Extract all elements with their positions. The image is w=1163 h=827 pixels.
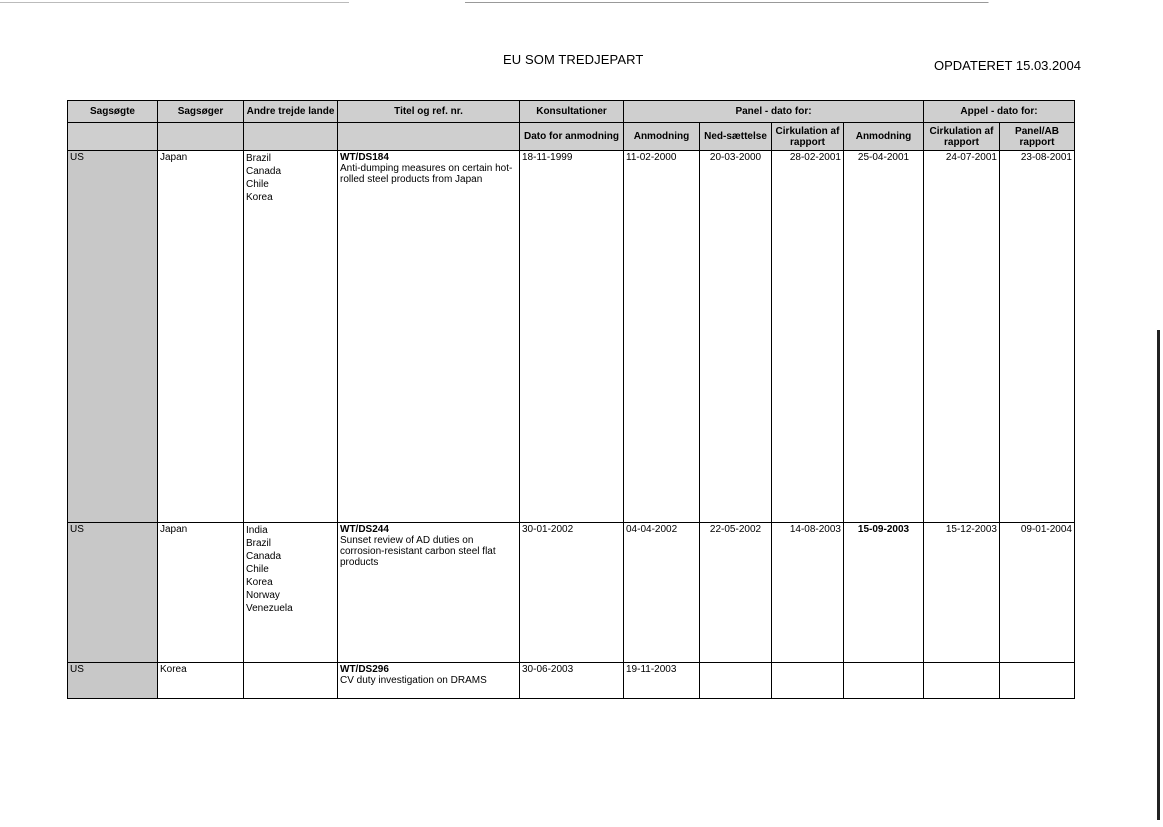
cell-appel-anmodning — [844, 663, 924, 699]
header-appel-anmodning: Anmodning — [844, 123, 924, 151]
cell-sagsogte: US — [68, 663, 158, 699]
cell-appel-cirkulation: 24-07-2001 — [924, 151, 1000, 523]
header-panel-anmodning: Anmodning — [624, 123, 700, 151]
country: Chile — [246, 564, 269, 575]
header-blank-4 — [338, 123, 520, 151]
country: Canada — [246, 551, 282, 562]
cell-panel-cirkulation — [772, 663, 844, 699]
country: Korea — [246, 577, 273, 588]
cell-andre — [244, 523, 338, 663]
case-code: WT/DS244 — [340, 524, 389, 535]
cell-panel-cirkulation: 28-02-2001 — [772, 151, 844, 523]
cell-konsultation: 30-01-2002 — [520, 523, 624, 663]
table-row — [68, 523, 1075, 663]
cell-sagsoger: Korea — [158, 663, 244, 699]
cell-vedtagelse — [1000, 663, 1075, 699]
country: India — [246, 525, 268, 536]
cell-sagsoger: Japan — [158, 151, 244, 523]
country: Brazil — [246, 538, 272, 549]
country: Korea — [246, 192, 273, 203]
cell-nedsaettelse: 22-05-2002 — [700, 523, 772, 663]
page-title: EU SOM TREDJEPART — [503, 52, 644, 67]
cell-vedtagelse: 09-01-2004 — [1000, 523, 1075, 663]
header-row-2 — [68, 123, 1075, 151]
cell-panel-anmodning: 19-11-2003 — [624, 663, 700, 699]
cell-titel — [338, 151, 520, 523]
header-blank-1 — [68, 123, 158, 151]
table-row — [68, 663, 1075, 699]
table-row — [68, 151, 1075, 523]
country: Norway — [246, 590, 280, 601]
cell-titel — [338, 663, 520, 699]
cell-nedsaettelse — [700, 663, 772, 699]
scan-top-line — [0, 2, 1163, 3]
cell-sagsogte: US — [68, 523, 158, 663]
cell-titel — [338, 523, 520, 663]
cell-appel-anmodning: 25-04-2001 — [844, 151, 924, 523]
header-row-1 — [68, 101, 1075, 123]
country: Canada — [246, 166, 282, 177]
header-konsultationer: Konsultationer — [520, 101, 624, 123]
header-appel-cirkulation: Cirkulation af rapport — [924, 123, 1000, 151]
cell-appel-cirkulation: 15-12-2003 — [924, 523, 1000, 663]
header-panel-ab: Panel/AB rapport — [1000, 123, 1075, 151]
header-appel: Appel - dato for: — [924, 101, 1075, 123]
cell-vedtagelse: 23-08-2001 — [1000, 151, 1075, 523]
cell-appel-cirkulation — [924, 663, 1000, 699]
country: Venezuela — [246, 603, 293, 614]
case-title: CV duty investigation on DRAMS — [340, 675, 487, 686]
cell-andre — [244, 151, 338, 523]
case-code: WT/DS296 — [340, 664, 389, 675]
case-title: Anti-dumping measures on certain hot-rolled steel products from Japan — [340, 163, 513, 185]
cell-konsultation: 18-11-1999 — [520, 151, 624, 523]
case-code: WT/DS184 — [340, 152, 389, 163]
cell-sagsogte: US — [68, 151, 158, 523]
header-sagsoger: Sagsøger — [158, 101, 244, 123]
updated-date: OPDATERET 15.03.2004 — [934, 58, 1081, 73]
header-dato-anmodning: Dato for anmodning — [520, 123, 624, 151]
header-andre: Andre trejde lande — [244, 101, 338, 123]
country: Chile — [246, 179, 269, 190]
cell-panel-anmodning: 04-04-2002 — [624, 523, 700, 663]
header-sagsogte: Sagsøgte — [68, 101, 158, 123]
cell-sagsoger: Japan — [158, 523, 244, 663]
country: Brazil — [246, 153, 272, 164]
cell-panel-cirkulation: 14-08-2003 — [772, 523, 844, 663]
cell-konsultation: 30-06-2003 — [520, 663, 624, 699]
header-blank-3 — [244, 123, 338, 151]
header-nedsaettelse: Ned-sættelse — [700, 123, 772, 151]
cell-panel-anmodning: 11-02-2000 — [624, 151, 700, 523]
cell-nedsaettelse: 20-03-2000 — [700, 151, 772, 523]
cases-table — [67, 100, 1075, 699]
scan-edge-shadow — [1157, 330, 1160, 820]
header-panel: Panel - dato for: — [624, 101, 924, 123]
header-titel: Titel og ref. nr. — [338, 101, 520, 123]
case-title: Sunset review of AD duties on corrosion-resistant carbon steel flat products — [340, 535, 496, 568]
header-panel-cirkulation: Cirkulation af rapport — [772, 123, 844, 151]
cell-andre — [244, 663, 338, 699]
cell-appel-anmodning: 15-09-2003 — [844, 523, 924, 663]
header-blank-2 — [158, 123, 244, 151]
